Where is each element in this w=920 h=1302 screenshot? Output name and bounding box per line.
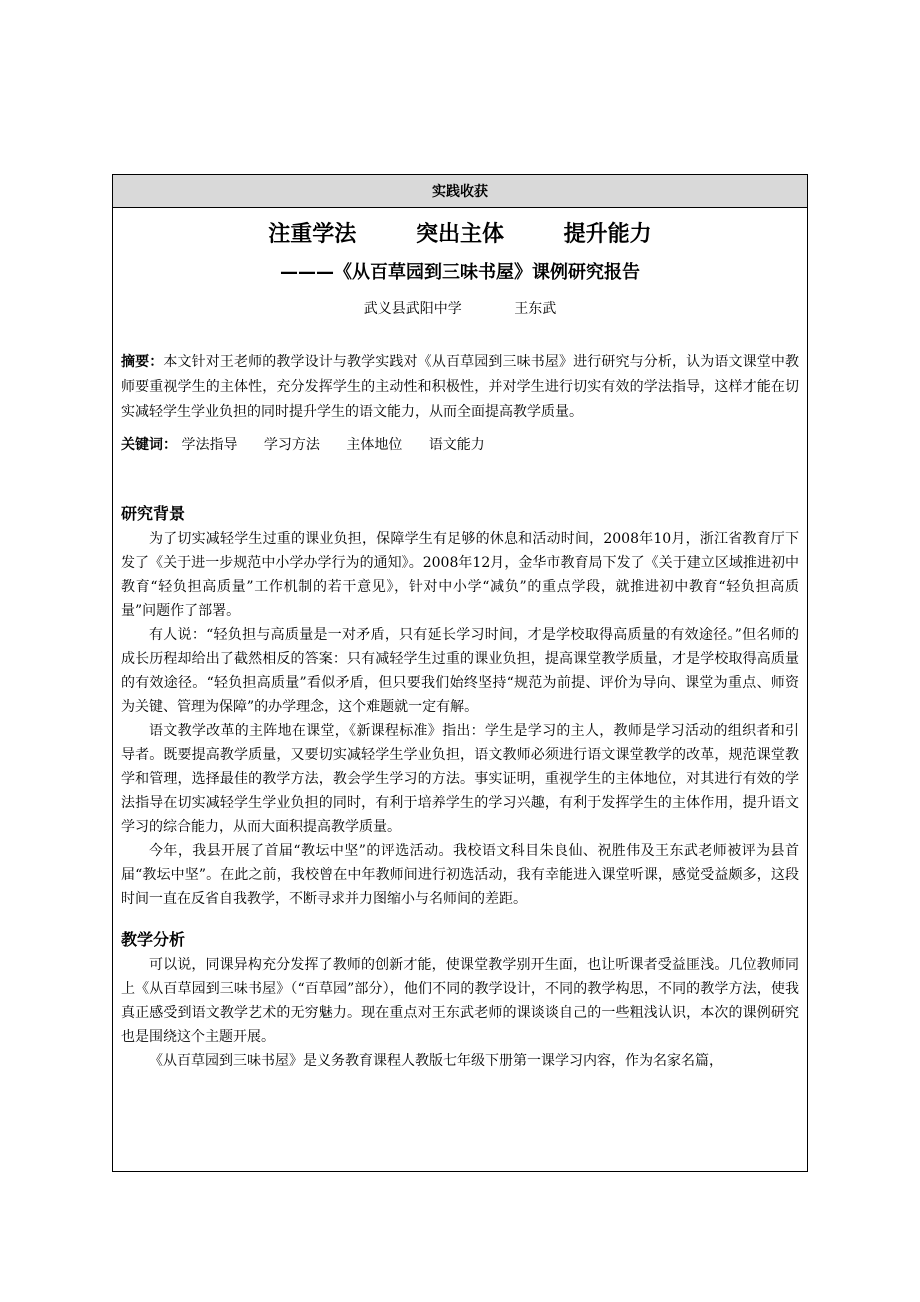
keyword: 语文能力 xyxy=(428,437,485,453)
abstract-label: 摘要： xyxy=(121,354,164,370)
report-frame xyxy=(112,174,808,1172)
author-name: 王东武 xyxy=(514,301,557,317)
section-heading: 研究背景 xyxy=(121,504,186,523)
keywords-label: 关键词： xyxy=(121,437,177,453)
report-content xyxy=(113,218,807,1073)
title-part: 注重学法 xyxy=(268,222,357,247)
keyword: 学习方法 xyxy=(263,437,320,453)
section-heading: 教学分析 xyxy=(121,930,186,949)
paragraph: 可以说，同课异构充分发挥了教师的创新才能，使课堂教学别开生面，也让听课者受益匪浅。几位教师同上《从百草园到三味书屋》（“百草园”部分），他们不同的教学设计，不同的教学构思，不同的教学方法，使我真正感受到语文教学艺术的无穷魅力。现在重点对王东武老师的课谈谈自己的一些粗浅认识，本次的课例研究也是围绕这个主题开展。 xyxy=(121,957,799,1045)
abstract xyxy=(121,350,799,425)
report-title xyxy=(121,218,799,252)
author-school: 武义县武阳中学 xyxy=(363,301,462,317)
title-part: 提升能力 xyxy=(563,222,652,247)
abstract-text: 本文针对王老师的教学设计与教学实践对《从百草园到三味书屋》进行研究与分析，认为语文课堂中教师要重视学生的主体性，充分发挥学生的主动性和积极性，并对学生进行切实有效的学法指导，这样才能在切实减轻学生学业负担的同时提升学生的语文能力，从而全面提高教学质量。 xyxy=(121,354,800,420)
table-header: 实践收获 xyxy=(113,175,807,208)
author-line xyxy=(121,298,799,320)
paragraph: 《从百草园到三味书屋》是义务教育课程人教版七年级下册第一课学习内容，作为名家名篇， xyxy=(149,1053,723,1069)
report-subtitle: ———《从百草园到三味书屋》课例研究报告 xyxy=(280,262,640,283)
paragraph: 有人说：“轻负担与高质量是一对矛盾，只有延长学习时间，才是学校取得高质量的有效途径。”但名师的成长历程却给出了截然相反的答案：只有减轻学生过重的课业负担，提高课堂教学质量，才是学校取得高质量的有效途径。“轻负担高质量”看似矛盾，但只要我们始终坚持“规范为前提、评价为导向、课堂为重点、师资为关键、管理为保障”的办学理念，这个难题就一定有解。 xyxy=(121,627,799,715)
keyword: 学法指导 xyxy=(181,437,238,453)
paragraph: 今年，我县开展了首届“教坛中坚”的评选活动。我校语文科目朱良仙、祝胜伟及王东武老师被评为县首届“教坛中坚”。在此之前，我校曾在中年教师间进行初选活动，我有幸能进入课堂听课，感觉受益颇多，这段时间一直在反省自我教学，不断寻求并力图缩小与名师间的差距。 xyxy=(121,843,799,907)
paragraph: 语文教学改革的主阵地在课堂，《新课程标准》指出：学生是学习的主人，教师是学习活动的组织者和引导者。既要提高教学质量，又要切实减轻学生学业负担，语文教师必须进行语文课堂教学的改革，规范课堂教学和管理，选择最佳的教学方法，教会学生学习的方法。事实证明，重视学生的主体地位，对其进行有效的学法指导在切实减轻学生学业负担的同时，有利于培养学生的学习兴趣，有利于发挥学生的主体作用，提升语文学习的综合能力，从而大面积提高教学质量。 xyxy=(121,723,799,835)
keyword: 主体地位 xyxy=(346,437,403,453)
paragraph: 为了切实减轻学生过重的课业负担，保障学生有足够的休息和活动时间，2008年10月，浙江省教育厅下发了《关于进一步规范中小学办学行为的通知》。2008年12月，金华市教育局下发了《关于建立区域推进初中教育“轻负担高质量”工作机制的若干意见》，针对中小学“减负”的重点学段，就推进初中教育“轻负担高质量”问题作了部署。 xyxy=(121,531,799,619)
keywords xyxy=(121,433,799,457)
title-part: 突出主体 xyxy=(415,222,504,247)
